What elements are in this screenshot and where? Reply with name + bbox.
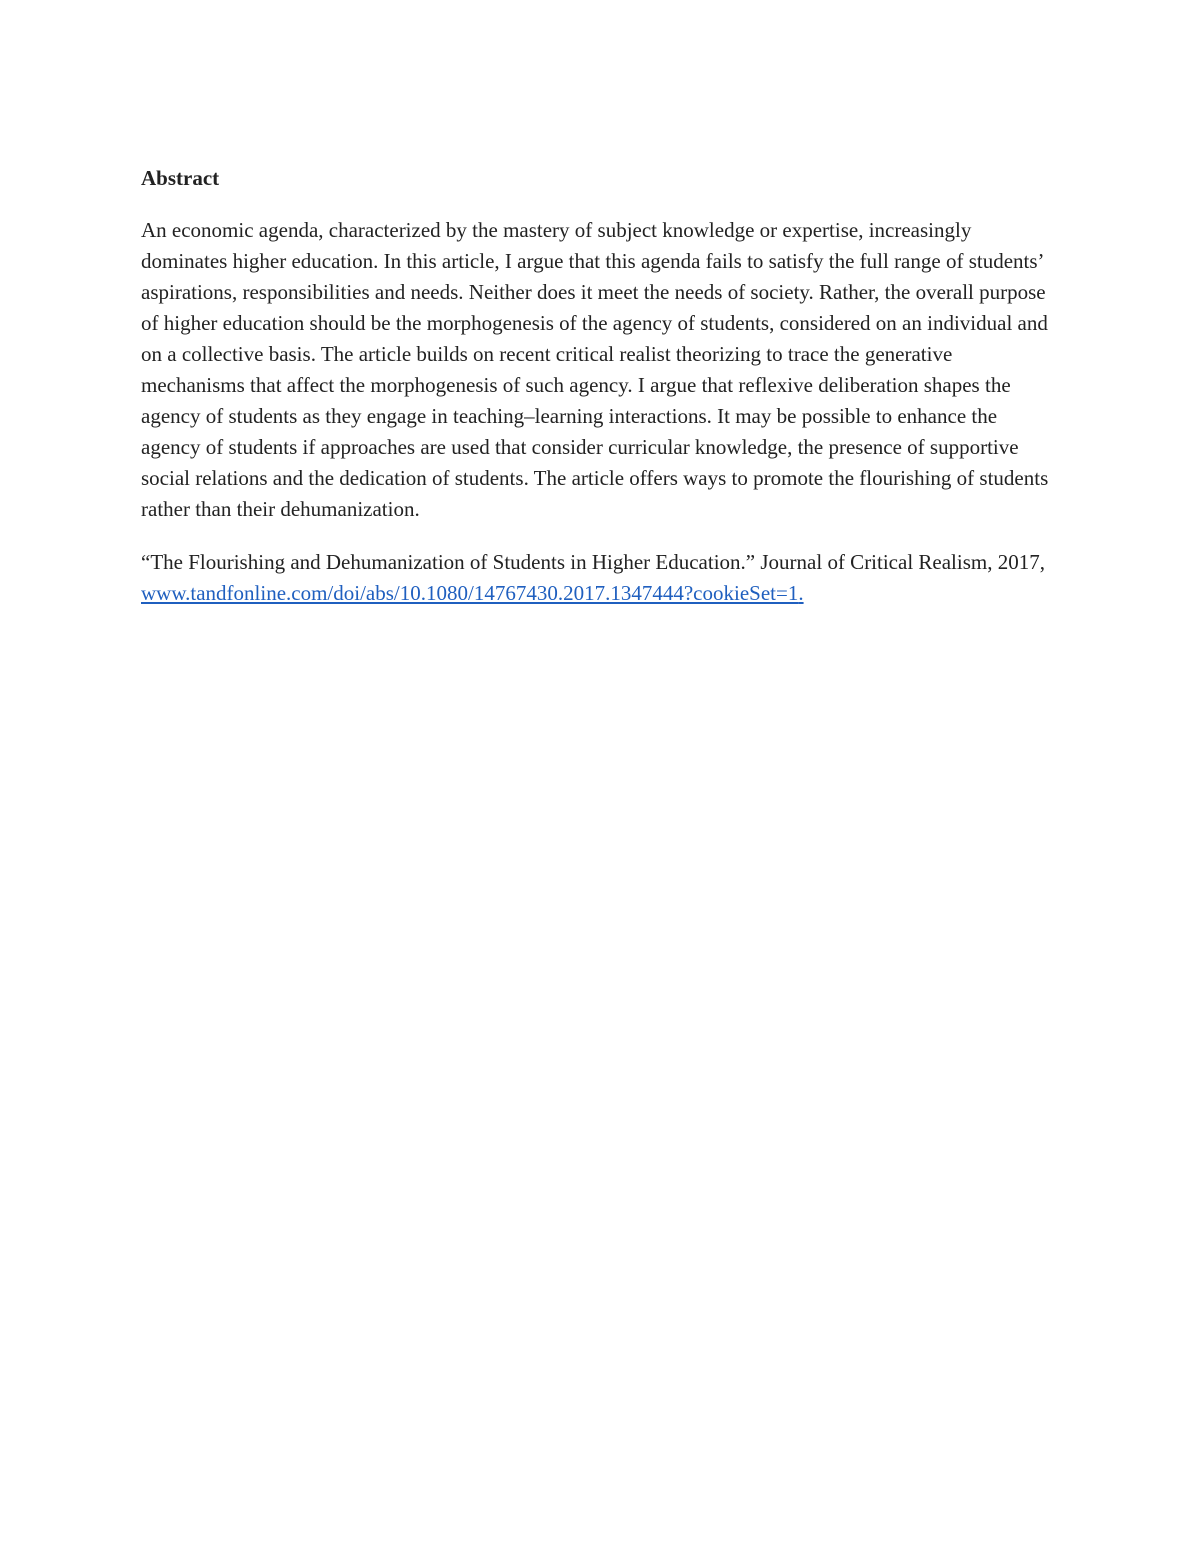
citation-link[interactable]: www.tandfonline.com/doi/abs/10.1080/14767430.2017.1347444?cookieSet=1 [141, 581, 799, 605]
abstract-heading: Abstract [141, 166, 220, 190]
document-body [141, 163, 1061, 609]
citation-text: “The Flourishing and Dehumanization of Students in Higher Education.” Journal of Critical Realism, 2017, [141, 550, 1045, 574]
citation-paragraph [141, 547, 1061, 609]
abstract-paragraph: An economic agenda, characterized by the mastery of subject knowledge or expertise, increasingly dominates higher education. In this article, I argue that this agenda fails to satisfy the full range of students’ aspirations, responsibilities and needs. Neither does it meet the needs of society. Rather, the overall purpose of higher education should be the morphogenesis of the agency of students, considered on an individual and on a collective basis. The article builds on recent critical realist theorizing to trace the generative mechanisms that affect the morphogenesis of such agency. I argue that reflexive deliberation shapes the agency of students as they engage in teaching–learning interactions. It may be possible to enhance the agency of students if approaches are used that consider curricular knowledge, the presence of supportive social relations and the dedication of students. The article offers ways to promote the flourishing of students rather than their dehumanization. [141, 218, 1049, 521]
citation-trailing-period: . [798, 581, 804, 605]
